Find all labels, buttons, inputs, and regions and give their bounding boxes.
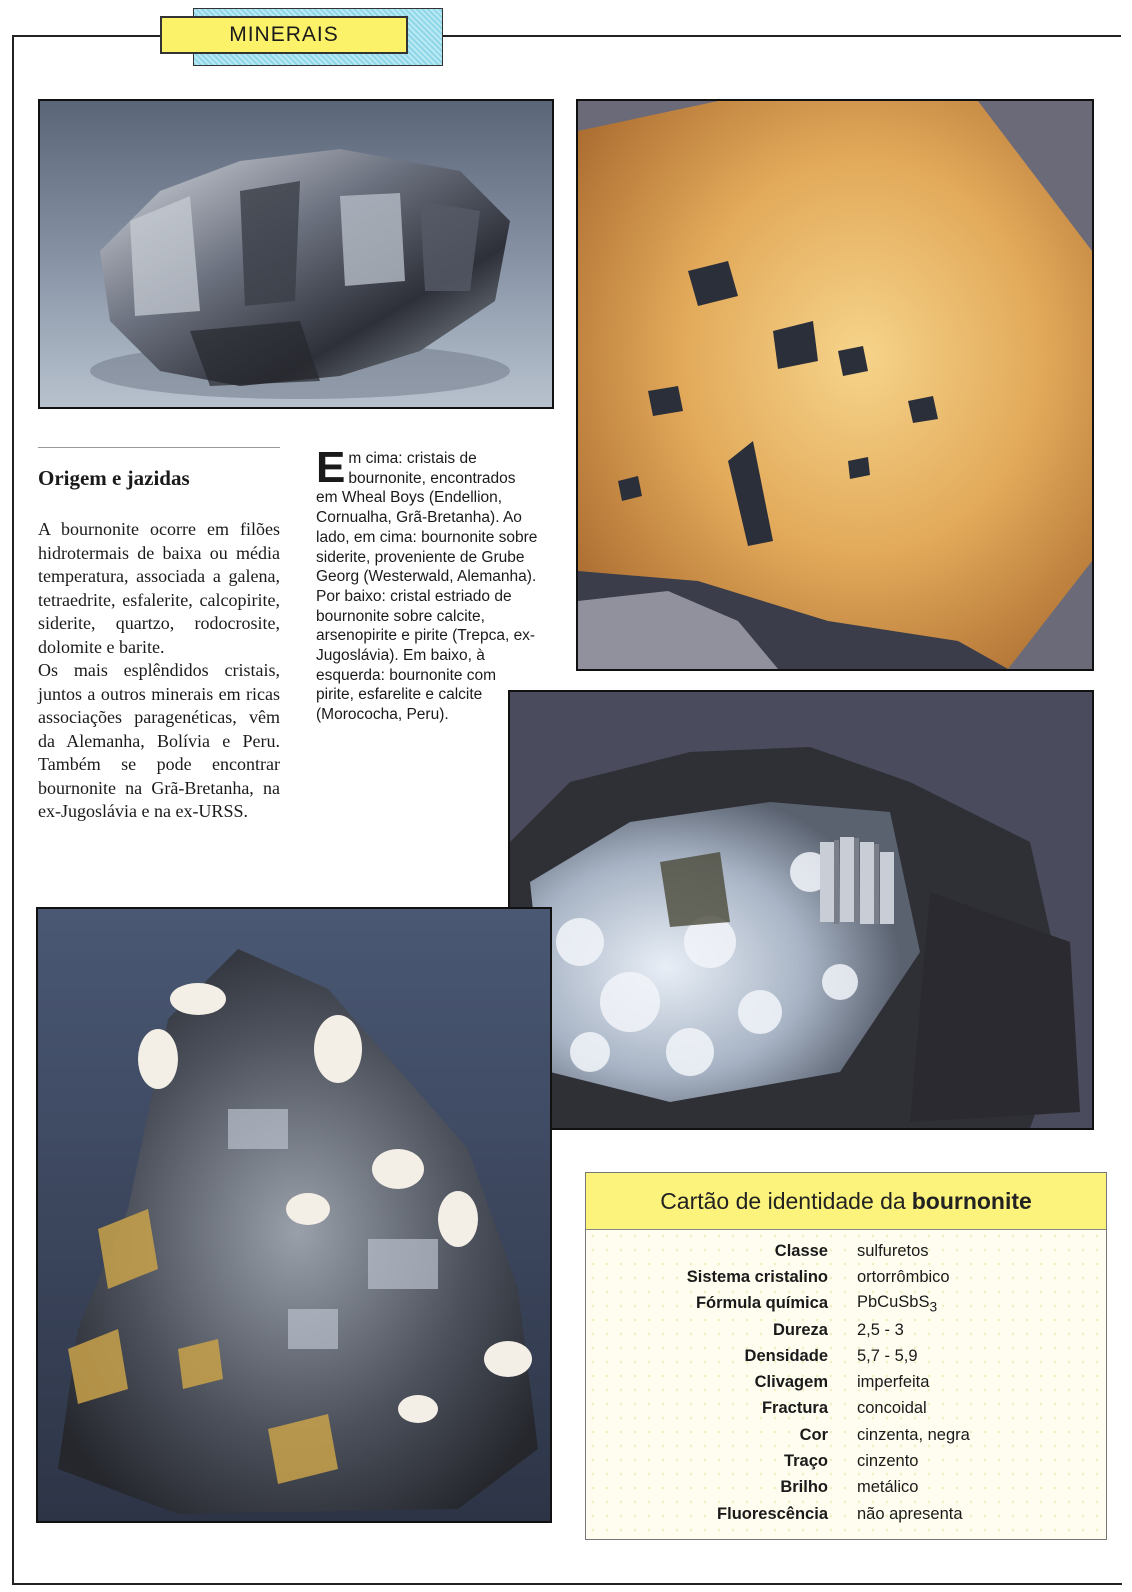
card-row-formula (586, 1291, 1106, 1317)
identity-card (585, 1172, 1107, 1540)
article-body (38, 518, 280, 824)
card-title-prefix: Cartão de identidade da (660, 1187, 906, 1214)
identity-card-title (586, 1173, 1106, 1230)
card-row-value: 2,5 - 3 (857, 1320, 904, 1339)
card-row-clivagem (586, 1369, 1106, 1395)
photo-bournonite-on-siderite (576, 99, 1094, 671)
section-tab (160, 16, 408, 54)
article-paragraph-1: A bournonite ocorre em filões hidrotermais de baixa ou média temperatura, associada a galena, tetraedrite, esfalerite, calcopirite, siderite, quartzo, rodocrosite, dolomite e barite. (38, 519, 280, 657)
photo-caption (316, 443, 538, 725)
card-row-value: cinzenta, negra (857, 1425, 970, 1444)
card-row-value: concoidal (857, 1399, 927, 1418)
card-row-value: não apresenta (857, 1504, 963, 1523)
card-row-dureza (586, 1317, 1106, 1343)
photo-bournonite-with-pyrite (36, 907, 552, 1523)
caption-text: m cima: cristais de bournonite, encontrados em Wheal Boys (Endellion, Cornualha, Grã-Bretanha). Ao lado, em cima: bournonite sobre siderite, proveniente de Grube Georg (Westerwald, Alemanha). Por baixo: cristal estriado de bournonite sobre calcite, arsenopirite e pirite (Trepca, ex-Jugoslávia). Em baixo, à esquerda: bournonite com pirite, esfarelite e calcite (Morococha, Peru). (316, 450, 538, 724)
card-row-value (857, 1293, 937, 1314)
card-row-value: 5,7 - 5,9 (857, 1346, 918, 1365)
card-row-label: Sistema cristalino (686, 1267, 828, 1286)
article-paragraph-2: Os mais esplêndidos cristais, juntos a outros minerais em ricas associações paragenéticas, vêm da Alemanha, Bolívia e Peru. Também se pode encontrar bournonite na Grã-Bretanha, na ex-Jugoslávia e na ex-URSS. (38, 660, 280, 821)
caption-dropcap: E (316, 443, 346, 492)
card-row-value: imperfeita (857, 1373, 930, 1392)
card-row-fluorescencia (586, 1501, 1106, 1527)
card-row-label: Densidade (744, 1346, 828, 1365)
formula-subscript: 3 (929, 1299, 938, 1315)
formula-main: PbCuSbS (857, 1293, 930, 1312)
card-row-fractura (586, 1396, 1106, 1422)
card-row-value: ortorrômbico (857, 1267, 950, 1286)
photo-bournonite-crystal-top (38, 99, 554, 409)
card-row-label: Fluorescência (717, 1504, 828, 1523)
card-row-label: Cor (799, 1425, 828, 1444)
card-row-value: metálico (857, 1478, 919, 1497)
card-row-classe (586, 1238, 1106, 1264)
frame-bottom-line (12, 1583, 1122, 1585)
frame-left-line (12, 35, 14, 1585)
card-row-label: Clivagem (754, 1373, 828, 1392)
card-row-value: cinzento (857, 1452, 919, 1471)
photo-striated-bournonite-on-calcite (508, 690, 1094, 1130)
section-tab-label: MINERAIS (229, 23, 339, 46)
identity-card-rows (586, 1230, 1106, 1527)
card-row-densidade (586, 1343, 1106, 1369)
frame-top-line (12, 35, 162, 37)
article-heading: Origem e jazidas (38, 466, 190, 490)
card-row-cor (586, 1422, 1106, 1448)
card-row-sistema (586, 1264, 1106, 1290)
heading-divider (38, 447, 280, 448)
card-row-label: Brilho (780, 1478, 828, 1497)
card-title-mineral: bournonite (911, 1187, 1032, 1214)
card-row-label: Dureza (772, 1320, 828, 1339)
card-row-label: Fórmula química (695, 1294, 828, 1313)
card-row-traco (586, 1448, 1106, 1474)
card-row-label: Classe (774, 1241, 828, 1260)
card-row-label: Traço (783, 1452, 828, 1471)
frame-top-line-right (441, 35, 1121, 37)
card-row-label: Fractura (761, 1399, 828, 1418)
card-row-brilho (586, 1475, 1106, 1501)
card-row-value: sulfuretos (857, 1241, 929, 1260)
